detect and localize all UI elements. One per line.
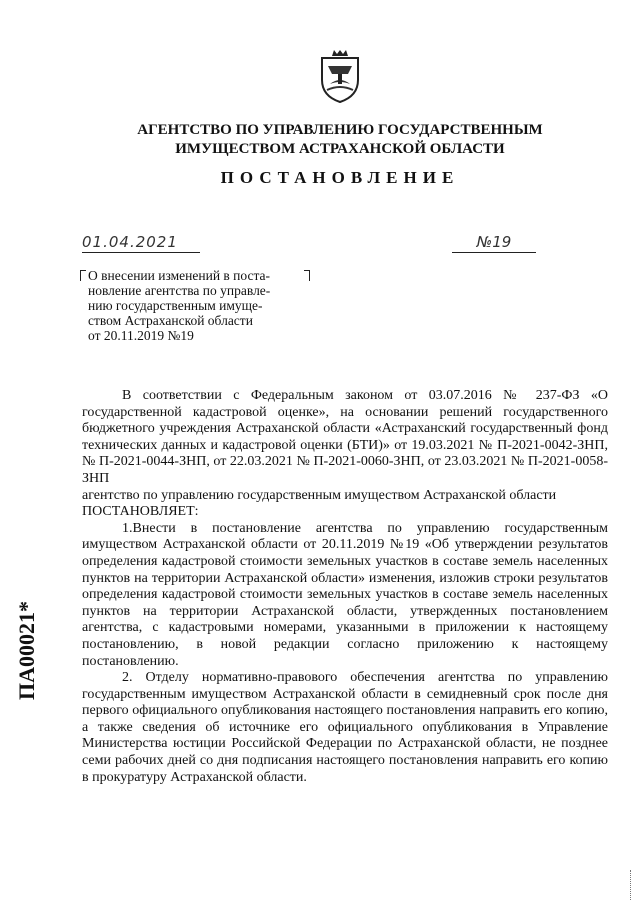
scan-edge-marks <box>630 870 633 900</box>
subject-line: О внесении изменений в поста- <box>88 268 271 283</box>
agency-name <box>90 121 590 159</box>
agency-name-line1: АГЕНТСТВО ПО УПРАВЛЕНИЮ ГОСУДАРСТВЕННЫМ <box>137 122 543 138</box>
document-body <box>82 388 608 786</box>
subject-bracket-left <box>80 270 86 281</box>
coat-of-arms-icon <box>318 50 362 104</box>
item-2-paragraph: 2. Отделу нормативно-правового обеспечения агентства по управлению государственным имуществом Астраханской области в семидневный срок после дня первого официального опубликования настоящего постановления направить его копию, а также сведения об источнике его официального опубликования в Управление Министерства юстиции Российской Федерации по Астраханской области, не позднее семи рабочих дней со дня подписания настоящего постановления направить его копию в прокуратуру Астраханской области. <box>82 670 608 785</box>
agency-name-line2: ИМУЩЕСТВОМ АСТРАХАНСКОЙ ОБЛАСТИ <box>175 141 505 157</box>
subject-line: ством Астраханской области <box>88 313 253 328</box>
item-1-paragraph: 1.Внести в постановление агентства по управлению государственным имуществом Астраханской области от 20.11.2019 №19 «Об утверждении результатов определения кадастровой стоимости земельных участков в составе земель населенных пунктов на территории Астраханской области» изменения, изложив строки результатов определения кадастровой стоимости земельных участков в составе земель населенных пунктов на территории Астраханской области, утвержденных постановлением агентства, с кадастровыми номерами, указанными в приложении к настоящему постановлению, в новой редакции согласно приложению к настоящему постановлению. <box>82 520 608 669</box>
subject-line: нию государственным имуще- <box>88 298 263 313</box>
agency-clause: агентство по управлению государственным имуществом Астраханской области <box>82 487 557 503</box>
document-type-title: ПОСТАНОВЛЕНИЕ <box>220 168 460 187</box>
resolves-heading: ПОСТАНОВЛЯЕТ: <box>82 504 199 520</box>
document-subject <box>88 268 308 343</box>
side-registration-stamp: ПА00021* <box>14 601 39 700</box>
document-number: №19 <box>452 233 536 253</box>
preamble-paragraph: В соответствии с Федеральным законом от 03.07.2016 № 237-ФЗ «О государственной кадастровой оценке», на основании решений государственного бюджетного учреждения Астраханской области «Астраханский государственный фонд технических данных и кадастровой оценки (БТИ)» от 19.03.2021 № П-2021-0042-ЗНП, № П-2021-0044-ЗНП, от 22.03.2021 № П-2021-0060-ЗНП, от 23.03.2021 № П-2021-0058-ЗНП <box>82 388 608 486</box>
subject-line: новление агентства по управле- <box>88 283 271 298</box>
document-date: 01.04.2021 <box>82 233 200 253</box>
subject-line: от 20.11.2019 №19 <box>88 328 194 343</box>
